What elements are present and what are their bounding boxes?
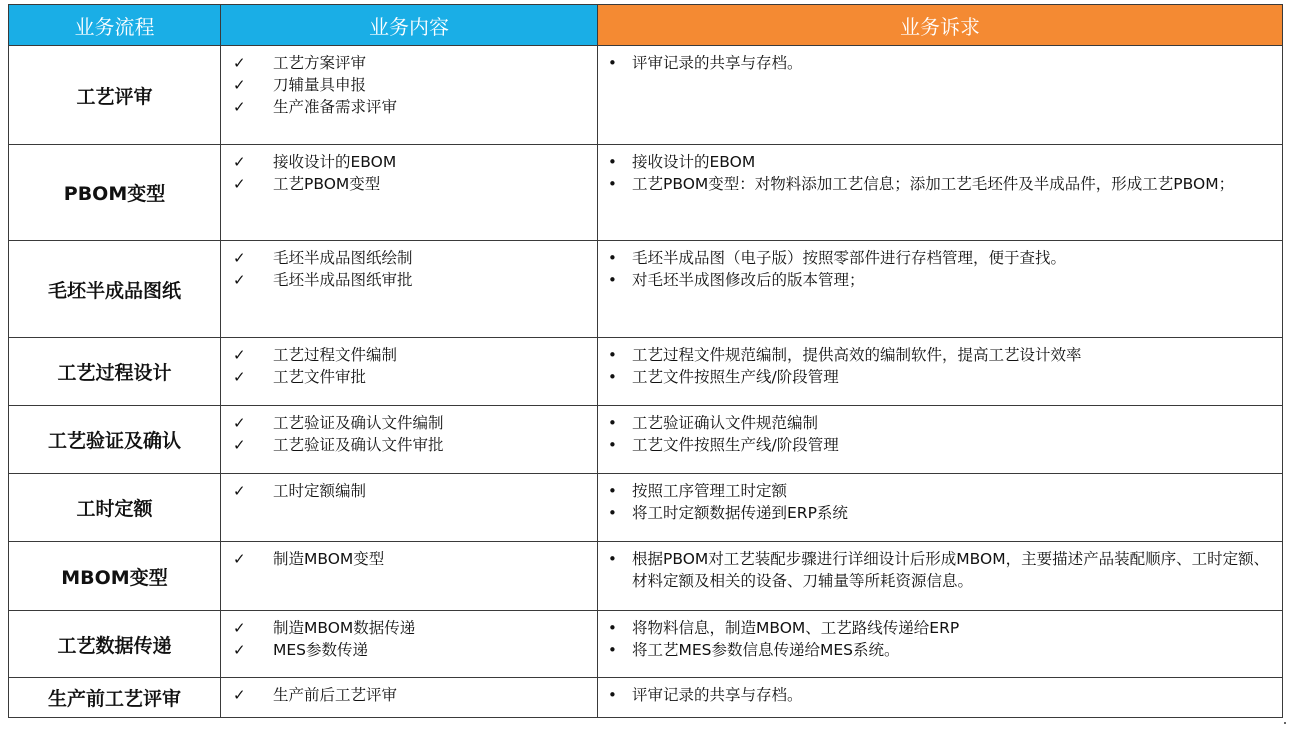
content-item — [227, 480, 591, 502]
demand-list — [598, 145, 1282, 199]
table-row — [9, 338, 1283, 406]
content-item-text: 工艺文件审批 — [273, 368, 367, 386]
content-item — [227, 173, 591, 195]
process-stage-label: 工艺验证及确认 — [47, 430, 181, 452]
process-stage-cell — [9, 46, 221, 145]
process-stage-label: 工艺数据传递 — [57, 634, 172, 657]
content-list — [221, 611, 597, 665]
business-demand-cell — [598, 542, 1283, 611]
content-item-text: 工艺过程文件编制 — [273, 346, 398, 364]
demand-item-text: 根据PBOM对工艺装配步骤进行详细设计后形成MBOM，主要描述产品装配顺序、工时定额、材料定额及相关的设备、刀辅量等所耗资源信息。 — [632, 550, 1270, 590]
business-demand-cell — [598, 145, 1283, 241]
content-item — [227, 247, 591, 269]
demand-item-text: 毛坯半成品图（电子版）按照零部件进行存档管理，便于查找。 — [632, 249, 1067, 267]
bullet-icon: • — [608, 368, 617, 386]
business-demand-cell — [598, 474, 1283, 542]
process-stage-cell — [9, 678, 221, 718]
bullet-icon: • — [608, 641, 617, 659]
demand-item — [604, 480, 1276, 502]
business-content-cell — [221, 678, 598, 718]
table-row — [9, 46, 1283, 145]
table-row — [9, 474, 1283, 542]
content-item — [227, 151, 591, 173]
demand-item — [604, 247, 1276, 269]
bullet-icon: • — [608, 482, 617, 500]
content-item — [227, 412, 591, 434]
demand-list — [598, 406, 1282, 460]
demand-item-text: 工艺文件按照生产线/阶段管理 — [632, 368, 839, 386]
demand-list — [598, 542, 1282, 596]
checkmark-icon: ✓ — [233, 368, 246, 386]
demand-item — [604, 412, 1276, 434]
content-item-text: 制造MBOM数据传递 — [273, 619, 416, 637]
business-content-cell — [221, 542, 598, 611]
process-stage-cell — [9, 474, 221, 542]
business-content-cell — [221, 338, 598, 406]
demand-item-text: 按照工序管理工时定额 — [632, 482, 788, 500]
content-item — [227, 617, 591, 639]
checkmark-icon: ✓ — [233, 271, 246, 289]
checkmark-icon: ✓ — [233, 54, 246, 72]
demand-item-text: 将工艺MES参数信息传递给MES系统。 — [632, 641, 900, 659]
demand-item — [604, 434, 1276, 456]
checkmark-icon: ✓ — [233, 249, 246, 267]
demand-list — [598, 678, 1282, 710]
content-list — [221, 338, 597, 392]
demand-item-text: 对毛坯半成图修改后的版本管理； — [632, 271, 865, 289]
content-item — [227, 684, 591, 706]
content-item-text: 生产准备需求评审 — [273, 98, 398, 116]
content-item-text: MES参数传递 — [273, 641, 369, 659]
content-item-text: 刀辅量具申报 — [273, 76, 367, 94]
demand-item-text: 将工时定额数据传递到ERP系统 — [632, 504, 848, 522]
content-item-text: 工艺方案评审 — [273, 54, 367, 72]
demand-item-text: 评审记录的共享与存档。 — [632, 54, 803, 72]
process-stage-cell — [9, 406, 221, 474]
demand-item-text: 工艺PBOM变型：对物料添加工艺信息；添加工艺毛坯件及半成品件，形成工艺PBOM； — [632, 175, 1235, 193]
bullet-icon: • — [608, 346, 617, 364]
table-row — [9, 542, 1283, 611]
process-stage-label: MBOM变型 — [61, 566, 168, 589]
content-item-text: 毛坯半成品图纸绘制 — [273, 249, 413, 267]
demand-item-text: 工艺文件按照生产线/阶段管理 — [632, 436, 839, 454]
process-stage-cell — [9, 241, 221, 338]
demand-item — [604, 639, 1276, 661]
content-item-text: 工艺PBOM变型 — [273, 175, 381, 193]
content-item — [227, 639, 591, 661]
content-item — [227, 74, 591, 96]
content-item — [227, 52, 591, 74]
bullet-icon: • — [608, 271, 617, 289]
content-item — [227, 344, 591, 366]
demand-list — [598, 338, 1282, 392]
checkmark-icon: ✓ — [233, 550, 246, 568]
content-item — [227, 269, 591, 291]
content-list — [221, 241, 597, 295]
checkmark-icon: ✓ — [233, 76, 246, 94]
demand-list — [598, 474, 1282, 528]
content-item-text: 工时定额编制 — [273, 482, 367, 500]
business-process-table — [8, 4, 1283, 718]
content-list — [221, 145, 597, 199]
content-item — [227, 548, 591, 570]
demand-item — [604, 52, 1276, 74]
content-item — [227, 366, 591, 388]
checkmark-icon: ✓ — [233, 175, 246, 193]
demand-item — [604, 548, 1276, 592]
process-stage-cell — [9, 338, 221, 406]
demand-item — [604, 502, 1276, 524]
content-list — [221, 542, 597, 574]
content-item-text: 生产前后工艺评审 — [273, 686, 398, 704]
business-content-cell — [221, 611, 598, 678]
demand-item — [604, 684, 1276, 706]
header-content: 业务内容 — [221, 5, 598, 46]
content-list — [221, 678, 597, 710]
checkmark-icon: ✓ — [233, 346, 246, 364]
header-demand: 业务诉求 — [598, 5, 1283, 46]
business-demand-cell — [598, 241, 1283, 338]
content-list — [221, 406, 597, 460]
checkmark-icon: ✓ — [233, 98, 246, 116]
table-row — [9, 145, 1283, 241]
table-row — [9, 611, 1283, 678]
demand-list — [598, 46, 1282, 78]
checkmark-icon: ✓ — [233, 641, 246, 659]
demand-list — [598, 241, 1282, 295]
demand-item-text: 将物料信息，制造MBOM、工艺路线传递给ERP — [632, 619, 960, 637]
business-demand-cell — [598, 46, 1283, 145]
content-item-text: 毛坯半成品图纸审批 — [273, 271, 413, 289]
bullet-icon: • — [608, 414, 617, 432]
demand-item — [604, 366, 1276, 388]
table-row — [9, 406, 1283, 474]
table-row — [9, 241, 1283, 338]
bullet-icon: • — [608, 249, 617, 267]
demand-item-text: 工艺过程文件规范编制，提供高效的编制软件，提高工艺设计效率 — [632, 346, 1082, 364]
process-stage-label: PBOM变型 — [63, 183, 166, 205]
process-stage-label: 工艺评审 — [76, 85, 153, 108]
content-list — [221, 46, 597, 122]
demand-list — [598, 611, 1282, 665]
header-process: 业务流程 — [9, 5, 221, 46]
bullet-icon: • — [608, 436, 617, 454]
checkmark-icon: ✓ — [233, 153, 246, 171]
bullet-icon: • — [608, 175, 617, 193]
demand-item-text: 评审记录的共享与存档。 — [632, 686, 803, 704]
bullet-icon: • — [608, 619, 617, 637]
checkmark-icon: ✓ — [233, 482, 246, 500]
business-demand-cell — [598, 611, 1283, 678]
bullet-icon: • — [608, 550, 617, 568]
process-stage-label: 毛坯半成品图纸 — [47, 279, 181, 302]
bullet-icon: • — [608, 54, 617, 72]
bullet-icon: • — [608, 504, 617, 522]
content-item-text: 接收设计的EBOM — [273, 153, 397, 171]
process-stage-cell — [9, 145, 221, 241]
checkmark-icon: ✓ — [233, 436, 246, 454]
demand-item — [604, 269, 1276, 291]
bullet-icon: • — [608, 153, 617, 171]
business-demand-cell — [598, 338, 1283, 406]
business-demand-cell — [598, 406, 1283, 474]
process-stage-cell — [9, 611, 221, 678]
content-item — [227, 434, 591, 456]
business-demand-cell — [598, 678, 1283, 718]
checkmark-icon: ✓ — [233, 414, 246, 432]
checkmark-icon: ✓ — [233, 619, 246, 637]
header-row — [9, 5, 1283, 46]
content-item-text: 工艺验证及确认文件审批 — [273, 436, 444, 454]
bullet-icon: • — [608, 686, 617, 704]
content-item-text: 工艺验证及确认文件编制 — [273, 414, 444, 432]
demand-item — [604, 617, 1276, 639]
process-stage-label: 工艺过程设计 — [57, 362, 172, 384]
demand-item-text: 接收设计的EBOM — [632, 153, 756, 171]
content-item-text: 制造MBOM变型 — [273, 550, 385, 568]
content-item — [227, 96, 591, 118]
checkmark-icon: ✓ — [233, 686, 246, 704]
table-row — [9, 678, 1283, 718]
demand-item-text: 工艺验证确认文件规范编制 — [632, 414, 819, 432]
content-list — [221, 474, 597, 506]
demand-item — [604, 344, 1276, 366]
demand-item — [604, 173, 1276, 195]
process-stage-label: 生产前工艺评审 — [47, 688, 181, 710]
business-content-cell — [221, 46, 598, 145]
process-stage-cell — [9, 542, 221, 611]
business-content-cell — [221, 145, 598, 241]
corner-dot — [1284, 722, 1286, 724]
business-content-cell — [221, 406, 598, 474]
business-content-cell — [221, 241, 598, 338]
process-stage-label: 工时定额 — [76, 498, 153, 520]
business-content-cell — [221, 474, 598, 542]
demand-item — [604, 151, 1276, 173]
